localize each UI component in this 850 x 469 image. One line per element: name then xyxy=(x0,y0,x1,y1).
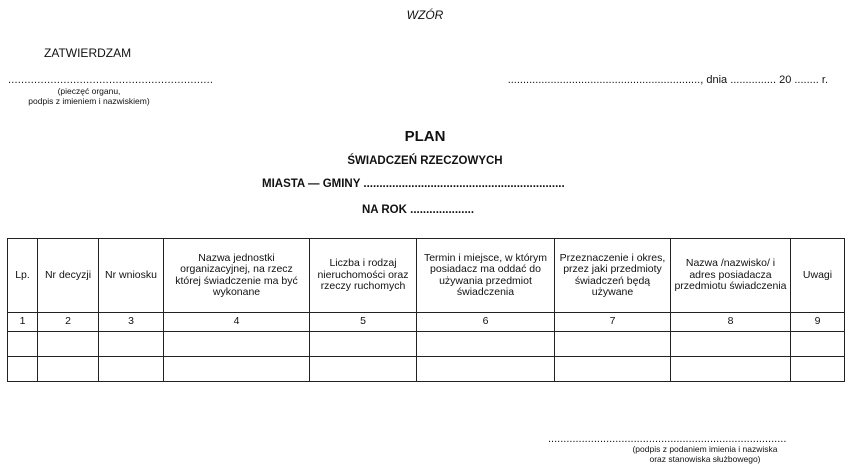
table-cell[interactable] xyxy=(791,357,845,382)
place-date-line: ..............................................................., dnia ............... 20 ........ r. xyxy=(507,74,828,86)
official-caption-line-2: oraz stanowiska służbowego) xyxy=(649,454,761,464)
official-caption-line-1: (podpis z podaniem imienia i nazwiska xyxy=(632,444,778,454)
header-organization-name: Nazwa jednostki organizacyjnej, na rzecz której świadczenie ma być wykonane xyxy=(164,239,310,313)
header-decision-number: Nr decyzji xyxy=(38,239,99,313)
table-row xyxy=(8,332,845,357)
table-cell[interactable] xyxy=(417,357,555,382)
header-term-place: Termin i miejsce, w którym posiadacz ma oddać do używania przedmiot świadczenia xyxy=(417,239,555,313)
approval-label: ZATWIERDZAM xyxy=(44,46,132,60)
table-cell[interactable] xyxy=(99,332,164,357)
header-lp: Lp. xyxy=(8,239,38,313)
table-cell[interactable] xyxy=(310,332,417,357)
column-number: 6 xyxy=(417,313,555,332)
official-signature-line: .............................................................................. xyxy=(548,433,787,445)
table-cell[interactable] xyxy=(38,332,99,357)
approval-signature-caption xyxy=(0,86,178,106)
approval-caption-line-1: (pieczęć organu, xyxy=(57,86,121,96)
table-cell[interactable] xyxy=(555,357,671,382)
table-cell[interactable] xyxy=(671,357,791,382)
document-title: PLAN xyxy=(404,128,446,145)
column-number: 2 xyxy=(38,313,99,332)
column-number: 7 xyxy=(555,313,671,332)
column-number-row xyxy=(8,313,845,332)
form-template-label: WZÓR xyxy=(406,8,444,22)
city-commune-line: MIASTA — GMINY ............................................................... xyxy=(262,178,565,190)
header-purpose-period: Przeznaczenie i okres, przez jaki przedmioty świadczeń będą używane xyxy=(555,239,671,313)
benefits-plan-table xyxy=(7,238,845,382)
column-number: 5 xyxy=(310,313,417,332)
table-cell[interactable] xyxy=(791,332,845,357)
year-line: NA ROK .................... xyxy=(362,204,475,216)
table-cell[interactable] xyxy=(99,357,164,382)
table-cell[interactable] xyxy=(38,357,99,382)
approval-caption-line-2: podpis z imieniem i nazwiskiem) xyxy=(28,96,150,106)
header-remarks: Uwagi xyxy=(791,239,845,313)
table-cell[interactable] xyxy=(8,332,38,357)
official-signature-caption xyxy=(600,444,810,464)
column-number: 3 xyxy=(99,313,164,332)
column-number: 4 xyxy=(164,313,310,332)
approval-signature-line: ............................................................... xyxy=(8,74,214,86)
table-cell[interactable] xyxy=(8,357,38,382)
header-property-count: Liczba i rodzaj nieruchomości oraz rzeczy ruchomych xyxy=(310,239,417,313)
table-cell[interactable] xyxy=(310,357,417,382)
column-number: 9 xyxy=(791,313,845,332)
table-cell[interactable] xyxy=(555,332,671,357)
document-subtitle: ŚWIADCZEŃ RZECZOWYCH xyxy=(347,155,503,167)
header-owner-address: Nazwa /nazwisko/ i adres posiadacza przedmiotu świadczenia xyxy=(671,239,791,313)
header-application-number: Nr wniosku xyxy=(99,239,164,313)
table-header-row xyxy=(8,239,845,313)
column-number: 8 xyxy=(671,313,791,332)
column-number: 1 xyxy=(8,313,38,332)
table-cell[interactable] xyxy=(164,332,310,357)
table-cell[interactable] xyxy=(164,357,310,382)
table-row xyxy=(8,357,845,382)
table-cell[interactable] xyxy=(671,332,791,357)
table-cell[interactable] xyxy=(417,332,555,357)
